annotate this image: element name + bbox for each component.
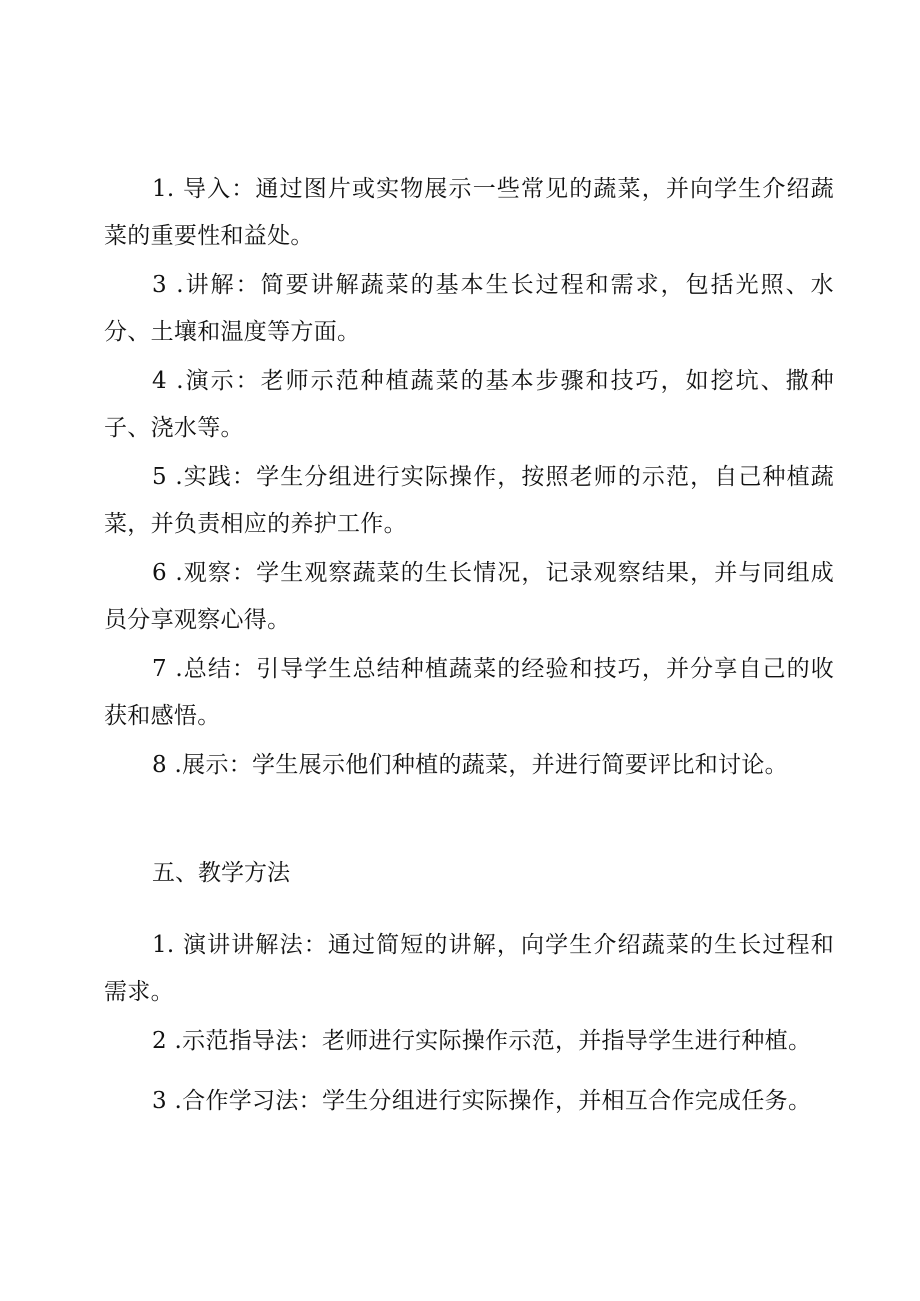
section-heading-teaching-methods: 五、教学方法	[152, 860, 290, 886]
method-demonstration: 2 .示范指导法：老师进行实际操作示范，并指导学生进行种植。	[152, 1028, 812, 1054]
step-observe: 6 .观察：学生观察蔬菜的生长情况，记录观察结果，并与同组成员分享观察心得。	[104, 560, 834, 633]
step-practice: 5 .实践：学生分组进行实际操作，按照老师的示范，自己种植蔬菜，并负责相应的养护工作。	[104, 464, 834, 537]
method-lecture: 1. 演讲讲解法：通过简短的讲解，向学生介绍蔬菜的生长过程和需求。	[104, 932, 834, 1005]
method-cooperative: 3 .合作学习法：学生分组进行实际操作，并相互合作完成任务。	[152, 1088, 812, 1114]
step-summarize: 7 .总结：引导学生总结种植蔬菜的经验和技巧，并分享自己的收获和感悟。	[104, 656, 834, 729]
step-demonstrate: 4 .演示：老师示范种植蔬菜的基本步骤和技巧，如挖坑、撒种子、浇水等。	[104, 368, 834, 441]
step-explain: 3 .讲解：简要讲解蔬菜的基本生长过程和需求，包括光照、水分、土壤和温度等方面。	[104, 272, 834, 345]
step-exhibit: 8 .展示：学生展示他们种植的蔬菜，并进行简要评比和讨论。	[152, 752, 788, 778]
step-import: 1. 导入：通过图片或实物展示一些常见的蔬菜，并向学生介绍蔬菜的重要性和益处。	[104, 176, 834, 249]
